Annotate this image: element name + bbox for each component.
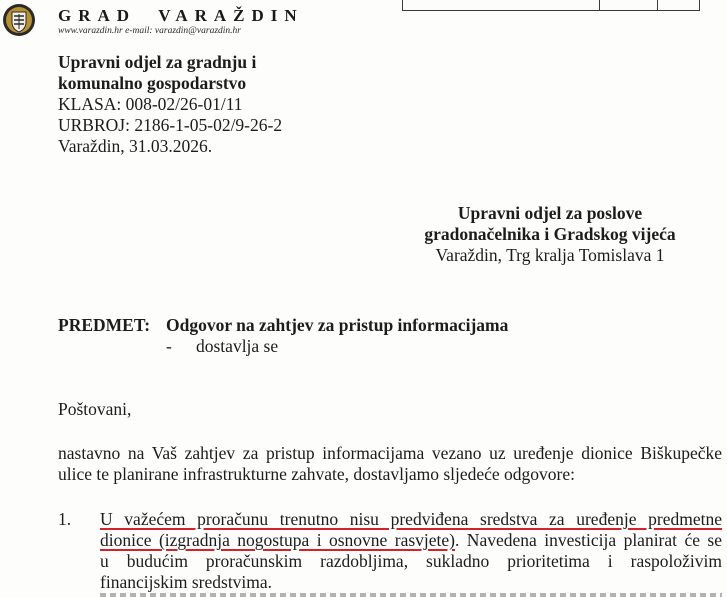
list-item-number: 1. — [58, 509, 72, 529]
sender-urbroj: URBROJ: 2186-1-05-02/9-26-2 — [58, 115, 283, 135]
recipient-line2: gradonačelnika i Gradskog vijeća — [424, 224, 676, 244]
letterhead-title: GRAD VARAŽDIN — [58, 6, 304, 25]
subject-block — [58, 315, 508, 357]
letterhead-subtitle: www.varazdin.hr e-mail: varazdin@varazdin.hr — [58, 26, 241, 36]
subject-text: Odgovor na zahtjev za pristup informacijama — [166, 315, 509, 335]
subject-dash: - — [166, 336, 172, 356]
list-item-line3: u budućim proračunskim razdobljima, sukladno prioritetima i raspoloživim — [100, 551, 722, 571]
sender-dept-line2: komunalno gospodarstvo — [58, 73, 247, 93]
sender-place-date: Varaždin, 31.03.2026. — [58, 136, 213, 156]
sender-dept-line1: Upravni odjel za gradnju i — [58, 52, 257, 72]
stamp-box — [402, 0, 700, 11]
subject-sub: dostavlja se — [196, 336, 279, 356]
intro-paragraph: nastavno na Vaš zahtjev za pristup informacijama vezano uz uređenje dionice Biškupečke ulice te planirane infrastrukturne zahvate, dostavljamo sljedeće odgovore: — [58, 443, 722, 484]
subject-label: PREDMET: — [58, 315, 151, 335]
list-item-line1: U važećem proračunu trenutno nisu predviđena sredstva za uređenje predmetne — [100, 509, 722, 529]
recipient-block — [400, 203, 700, 266]
list-item-line2-rest: . Navedena investicija planirat će se — [455, 530, 722, 550]
recipient-line3: Varaždin, Trg kralja Tomislava 1 — [435, 245, 665, 265]
list-item-line2 — [100, 530, 722, 551]
subject-subline — [58, 336, 508, 357]
recipient-line1: Upravni odjel za poslove — [457, 203, 643, 223]
sender-klasa: KLASA: 008-02/26-01/11 — [58, 94, 243, 114]
list-item-line4: financijskim sredstvima. — [100, 572, 273, 592]
coat-of-arms-icon — [2, 2, 36, 38]
sender-block — [58, 52, 282, 157]
list-item-line2-underlined: dionice (izgradnja nogostupa i osnovne rasvjete) — [100, 530, 455, 550]
cut-off-next-line — [58, 590, 722, 597]
greeting: Poštovani, — [58, 399, 132, 419]
list-item-body — [100, 509, 722, 593]
